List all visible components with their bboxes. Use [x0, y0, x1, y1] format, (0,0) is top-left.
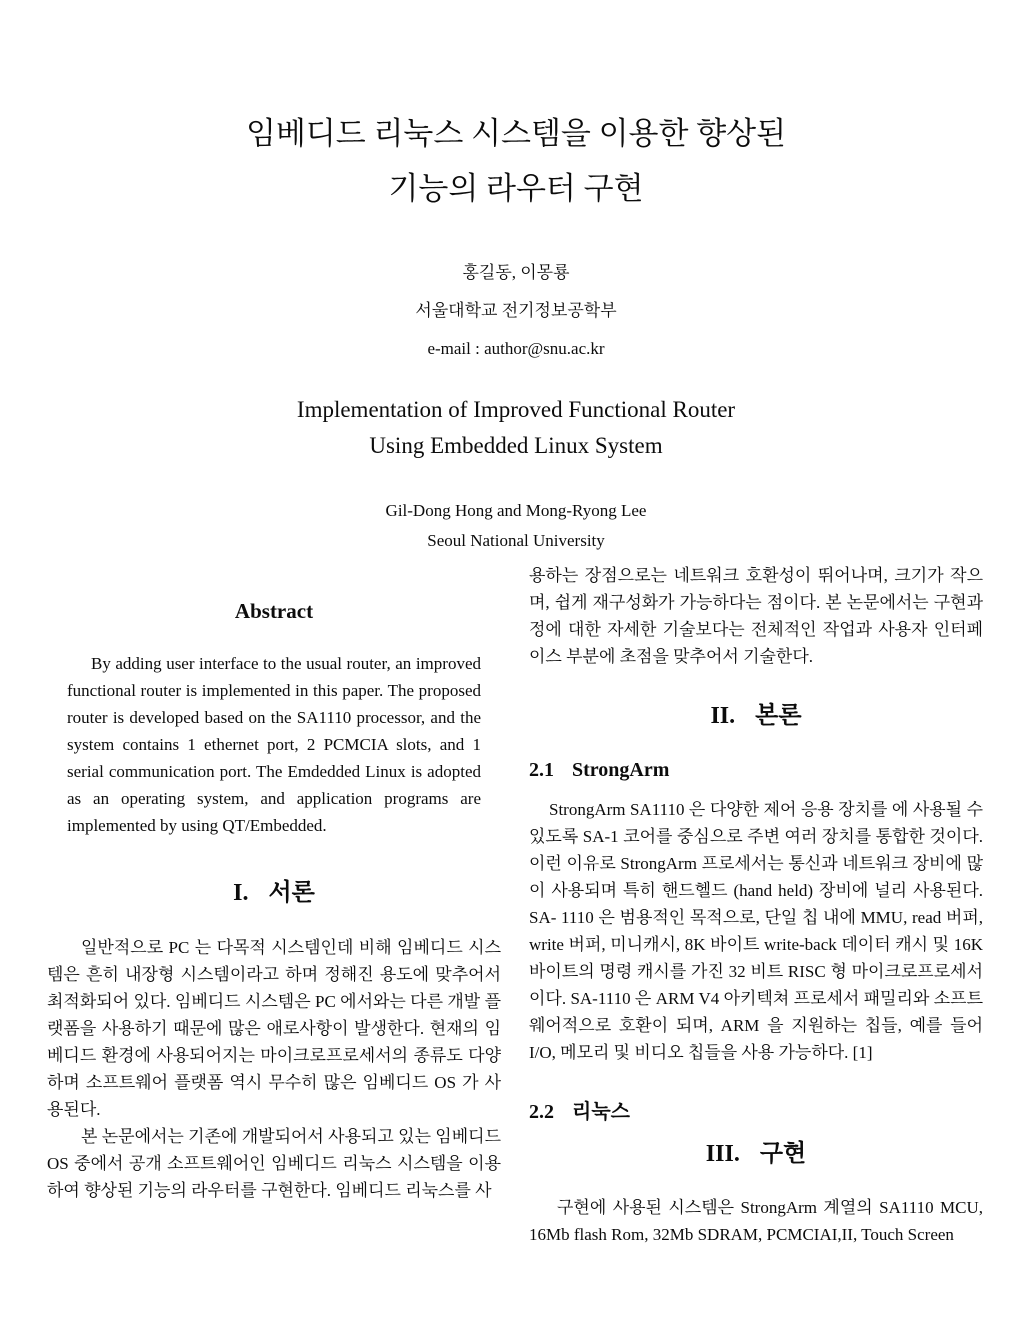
intro-paragraph-2-continued: 용하는 장점으로는 네트워크 호환성이 뛰어나며, 크기가 작으며, 쉽게 재구성화가 가능하다는 점이다. 본 논문에서는 구현과정에 대한 자세한 기술보다는 전체적인 작업과 사용자 인터페이스 부분에 초점을 맞추어서 기술한다. — [529, 566, 983, 666]
affiliation-korean: 서울대학교 전기정보공학부 — [415, 301, 617, 320]
korean-author-block — [0, 254, 1032, 368]
subsection-2-2-heading — [529, 1098, 983, 1126]
section-1-title: 서론 — [268, 880, 315, 906]
authors-korean: 홍길동, 이몽룡 — [462, 263, 570, 282]
section-3-number: III. — [705, 1141, 740, 1167]
paper-title-korean-line1: 임베디드 리눅스 시스템을 이용한 향상된 — [245, 116, 787, 151]
section-2-number: II. — [710, 703, 736, 729]
paper-title-english-line2: Using Embedded Linux System — [369, 433, 663, 458]
subsection-2-2-number: 2.2 — [529, 1101, 554, 1123]
two-column-body — [47, 562, 983, 1248]
section-2-heading — [529, 700, 983, 732]
paper-header — [0, 0, 1032, 556]
email-line: e-mail : author@snu.ac.kr — [427, 339, 605, 358]
authors-english: Gil-Dong Hong and Mong-Ryong Lee — [385, 501, 647, 520]
subsection-2-1-number: 2.1 — [529, 759, 554, 781]
english-author-block — [0, 496, 1032, 556]
paper-title-english — [0, 392, 1032, 464]
intro-paragraph-2: 본 논문에서는 기존에 개발되어서 사용되고 있는 임베디드 OS 중에서 공개 소프트웨어인 임베디드 리눅스 시스템을 이용하여 향상된 기능의 라우터를 구현한다. 임베디드 리눅스를 사 — [47, 1127, 501, 1200]
section-1-number: I. — [233, 880, 249, 906]
right-column — [529, 562, 983, 1248]
section-3-heading — [529, 1138, 983, 1170]
section-2-title: 본론 — [755, 703, 802, 729]
intro-paragraph-1: 일반적으로 PC 는 다목적 시스템인데 비해 임베디드 시스템은 흔히 내장형 시스템이라고 하며 정해진 용도에 맞추어서 최적화되어 있다. 임베디드 시스템은 PC 에서와는 다른 개발 플랫폼을 사용하기 때문에 많은 애로사항이 발생한다. 현재의 임베디드 환경에 사용되어지는 마이크로프로세서의 종류도 다양하며 소프트웨어 플랫폼 역시 무수히 많은 임베디드 OS 가 사용된다. — [47, 938, 501, 1119]
subsection-2-1-title: StrongArm — [572, 759, 670, 781]
subsection-2-2-title: 리눅스 — [572, 1101, 630, 1123]
section-1-heading — [47, 877, 501, 909]
left-column — [47, 562, 501, 1248]
strongarm-paragraph: StrongArm SA1110 은 다양한 제어 응용 장치를 에 사용될 수 있도록 SA-1 코어를 중심으로 주변 여러 장치를 통합한 것이다. 이런 이유로 StrongArm 프로세서는 통신과 네트워크 장비에 많이 사용되며 특히 핸드헬드 (hand held) 장비에 널리 사용된다. SA- 1110 은 범용적인 목적으로, 단일 칩 내에 MMU, read 버퍼, write 버퍼, 미니캐시, 8K 바이트 write-back 데이터 캐시 및 16K 바이트의 명령 캐시를 가진 32 비트 RISC 형 마이크로프로세서이다. SA-1110 은 ARM V4 아키텍쳐 프로세서 패밀리와 소프트웨어적으로 호환이 되며, ARM 을 지원하는 칩들, 예를 들어 I/O, 메모리 및 비디오 칩들을 사용 가능하다. [1] — [529, 800, 983, 1062]
section-3-title: 구현 — [759, 1141, 807, 1167]
implementation-paragraph: 구현에 사용된 시스템은 StrongArm 계열의 SA1110 MCU, 16Mb flash Rom, 32Mb SDRAM, PCMCIAI,II, Touch Screen — [529, 1198, 983, 1244]
subsection-2-1-heading — [529, 756, 983, 784]
paper-title-korean — [0, 0, 1032, 216]
affiliation-english: Seoul National University — [427, 531, 605, 550]
abstract-heading: Abstract — [234, 599, 314, 623]
paper-title-english-line1: Implementation of Improved Functional Router — [296, 397, 736, 422]
paper-title-korean-line2: 기능의 라우터 구현 — [388, 171, 644, 206]
abstract-body: By adding user interface to the usual router, an improved functional router is implemented in this paper. The proposed router is developed based on the SA1110 processor, and the system contains 1 ethernet port, 2 PCMCIA slots, and 1 serial communication port. The Emdedded Linux is adopted as an operating system, and application programs are implemented by using QT/Embedded. — [67, 654, 481, 835]
